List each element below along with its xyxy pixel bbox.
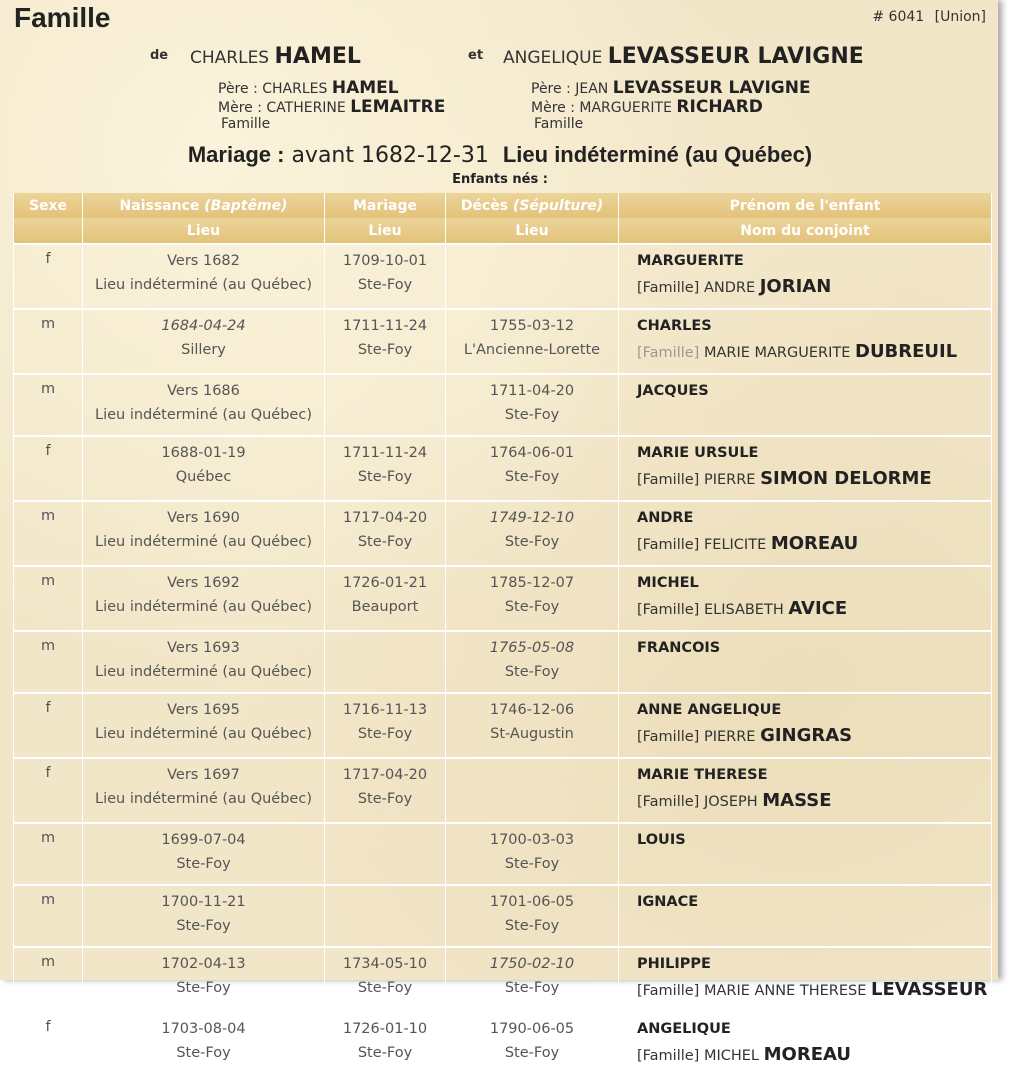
husband-family-link[interactable]: Famille xyxy=(221,116,271,132)
mother-first: CATHERINE xyxy=(266,100,346,116)
father-last: LEVASSEUR LAVIGNE xyxy=(612,78,811,98)
child-name[interactable] xyxy=(619,244,992,274)
spouse-family-link[interactable]: [Famille] xyxy=(637,537,700,553)
child-marriage-place: Ste-Foy xyxy=(325,339,446,374)
child-row-detail xyxy=(14,531,992,566)
child-marriage-date: 1717-04-20 xyxy=(325,501,446,531)
child-name[interactable] xyxy=(619,758,992,788)
child-spouse[interactable] xyxy=(619,977,992,1012)
child-name[interactable] xyxy=(619,947,992,977)
child-row-detail xyxy=(14,1042,992,1076)
child-birth-date: Vers 1695 xyxy=(83,693,325,723)
child-marriage-place: Ste-Foy xyxy=(325,1042,446,1076)
child-row xyxy=(14,309,992,339)
child-sex: m xyxy=(14,374,83,436)
child-birth-date: 1703-08-04 xyxy=(83,1012,325,1042)
child-spouse[interactable] xyxy=(619,274,992,309)
child-spouse[interactable] xyxy=(619,1042,992,1076)
wife-name[interactable] xyxy=(503,44,864,69)
header-naissance xyxy=(83,193,325,218)
child-sex: f xyxy=(14,758,83,823)
child-first-name: MARIE THERESE xyxy=(637,767,768,783)
child-row-detail xyxy=(14,274,992,309)
child-name[interactable] xyxy=(619,309,992,339)
child-spouse[interactable] xyxy=(619,404,992,436)
father-first: JEAN xyxy=(575,81,609,97)
child-sex: f xyxy=(14,436,83,501)
header-deces xyxy=(446,193,619,218)
child-first-name: ANGELIQUE xyxy=(637,1021,731,1037)
child-death-date: 1764-06-01 xyxy=(446,436,619,466)
child-spouse[interactable] xyxy=(619,466,992,501)
child-spouse[interactable] xyxy=(619,788,992,823)
child-row-detail xyxy=(14,853,992,885)
husband-father[interactable] xyxy=(218,78,399,98)
page-title: Famille xyxy=(14,2,111,33)
child-death-place: Ste-Foy xyxy=(446,1042,619,1076)
header-empty xyxy=(14,218,83,244)
child-row xyxy=(14,758,992,788)
spouse-first-name: PIERRE xyxy=(703,729,756,745)
child-first-name: ANDRE xyxy=(637,510,694,526)
spouse-first-name: PIERRE xyxy=(703,472,756,488)
child-birth-date: Vers 1682 xyxy=(83,244,325,274)
child-name[interactable] xyxy=(619,436,992,466)
record-header xyxy=(872,9,986,25)
child-death-date: 1750-02-10 xyxy=(446,947,619,977)
header-naissance-label: Naissance xyxy=(119,197,200,214)
child-marriage-date: 1716-11-13 xyxy=(325,693,446,723)
child-birth-place: Lieu indéterminé (au Québec) xyxy=(83,274,325,309)
child-marriage-date xyxy=(325,374,446,404)
child-row xyxy=(14,244,992,274)
husband-mother[interactable] xyxy=(218,97,445,117)
child-row xyxy=(14,693,992,723)
child-name[interactable] xyxy=(619,693,992,723)
child-birth-date: Vers 1690 xyxy=(83,501,325,531)
child-first-name: JACQUES xyxy=(637,383,709,399)
child-death-place: Ste-Foy xyxy=(446,531,619,566)
wife-mother[interactable] xyxy=(531,97,763,117)
mother-last: LEMAITRE xyxy=(350,97,446,117)
child-birth-place: Ste-Foy xyxy=(83,853,325,885)
child-marriage-date: 1717-04-20 xyxy=(325,758,446,788)
child-birth-date: 1702-04-13 xyxy=(83,947,325,977)
mother-label: Mère : xyxy=(218,100,262,116)
marriage-date: avant 1682-12-31 xyxy=(291,143,489,168)
spouse-first-name: FELICITE xyxy=(703,537,767,553)
father-label: Père : xyxy=(218,81,258,97)
spouse-family-link[interactable]: [Famille] xyxy=(637,729,700,745)
child-sex: m xyxy=(14,566,83,631)
child-row-detail xyxy=(14,404,992,436)
child-name[interactable] xyxy=(619,885,992,915)
child-birth-date: Vers 1697 xyxy=(83,758,325,788)
child-marriage-date xyxy=(325,823,446,853)
father-label: Père : xyxy=(531,81,571,97)
child-sex: m xyxy=(14,823,83,885)
spouse-first-name: JOSEPH xyxy=(703,794,758,810)
spouse-first-name: MARIE ANNE THERESE xyxy=(703,983,867,999)
child-birth-date: Vers 1686 xyxy=(83,374,325,404)
child-birth-place: Lieu indéterminé (au Québec) xyxy=(83,788,325,823)
child-sex: m xyxy=(14,885,83,947)
child-death-place: Ste-Foy xyxy=(446,977,619,1012)
union-link[interactable]: [Union] xyxy=(934,9,986,25)
header-deces-label: Décès xyxy=(460,197,509,214)
father-first: CHARLES xyxy=(262,81,328,97)
wife-last: LEVASSEUR LAVIGNE xyxy=(607,44,864,69)
mother-label: Mère : xyxy=(531,100,575,116)
spouse-last-name: MOREAU xyxy=(770,533,859,554)
child-death-date: 1765-05-08 xyxy=(446,631,619,661)
child-marriage-date: 1726-01-21 xyxy=(325,566,446,596)
header-lieu-deces: Lieu xyxy=(446,218,619,244)
child-sex: m xyxy=(14,631,83,693)
child-first-name: CHARLES xyxy=(637,318,712,334)
child-first-name: LOUIS xyxy=(637,832,686,848)
header-sepulture: (Sépulture) xyxy=(512,197,604,214)
child-death-place: Ste-Foy xyxy=(446,915,619,947)
child-marriage-date: 1711-11-24 xyxy=(325,309,446,339)
child-marriage-place: Ste-Foy xyxy=(325,466,446,501)
husband-first: CHARLES xyxy=(190,48,270,68)
spouse-last-name: MOREAU xyxy=(763,1044,851,1065)
child-birth-place: Lieu indéterminé (au Québec) xyxy=(83,723,325,758)
marriage-place: Lieu indéterminé (au Québec) xyxy=(502,142,813,167)
child-birth-place: Sillery xyxy=(83,339,325,374)
spouse-last-name: GINGRAS xyxy=(760,725,853,746)
child-name[interactable] xyxy=(619,566,992,596)
child-birth-place: Lieu indéterminé (au Québec) xyxy=(83,404,325,436)
child-row xyxy=(14,436,992,466)
marriage-label: Mariage : xyxy=(187,142,285,167)
spouse-family-link[interactable]: [Famille] xyxy=(637,472,700,488)
child-first-name: FRANCOIS xyxy=(637,640,721,656)
header-bapteme: (Baptême) xyxy=(204,197,288,214)
child-spouse[interactable] xyxy=(619,723,992,758)
child-death-date: 1700-03-03 xyxy=(446,823,619,853)
spouse-family-link[interactable]: [Famille] xyxy=(637,983,700,999)
wife-father[interactable] xyxy=(531,78,811,98)
child-name[interactable] xyxy=(619,374,992,404)
child-marriage-place: Beauport xyxy=(325,596,446,631)
child-birth-date: Vers 1692 xyxy=(83,566,325,596)
spouse-last-name: LEVASSEUR xyxy=(871,979,988,1000)
spouse-family-link[interactable]: [Famille] xyxy=(637,602,700,618)
child-row-detail xyxy=(14,723,992,758)
child-death-place: Ste-Foy xyxy=(446,596,619,631)
child-death-place: Ste-Foy xyxy=(446,661,619,693)
spouse-last-name: SIMON DELORME xyxy=(760,468,932,489)
child-name[interactable] xyxy=(619,1012,992,1042)
child-spouse[interactable] xyxy=(619,853,992,885)
spouse-first-name: ANDRE xyxy=(703,280,756,296)
child-sex: m xyxy=(14,947,83,1012)
child-first-name: MARGUERITE xyxy=(637,253,744,269)
child-birth-place: Ste-Foy xyxy=(83,915,325,947)
et-label: et xyxy=(468,48,484,63)
child-marriage-place xyxy=(325,661,446,693)
child-row-detail xyxy=(14,788,992,823)
child-marriage-place: Ste-Foy xyxy=(325,788,446,823)
child-birth-place: Ste-Foy xyxy=(83,977,325,1012)
header-conjoint: Nom du conjoint xyxy=(619,218,992,244)
husband-name[interactable] xyxy=(190,44,361,69)
child-row xyxy=(14,566,992,596)
child-first-name: MICHEL xyxy=(637,575,699,591)
child-death-place: Ste-Foy xyxy=(446,853,619,885)
wife-family-link[interactable]: Famille xyxy=(534,116,584,132)
child-birth-date: 1684-04-24 xyxy=(83,309,325,339)
child-row xyxy=(14,947,992,977)
child-marriage-date: 1711-11-24 xyxy=(325,436,446,466)
child-marriage-place: Ste-Foy xyxy=(325,531,446,566)
child-row xyxy=(14,1012,992,1042)
spouse-last-name: DUBREUIL xyxy=(855,341,958,362)
child-row-detail xyxy=(14,977,992,1012)
child-marriage-place: Ste-Foy xyxy=(325,977,446,1012)
child-death-place: St-Augustin xyxy=(446,723,619,758)
child-row-detail xyxy=(14,596,992,631)
child-death-place xyxy=(446,274,619,309)
child-death-date: 1785-12-07 xyxy=(446,566,619,596)
record-number: # 6041 xyxy=(872,9,925,25)
spouse-last-name: JORIAN xyxy=(759,276,832,297)
child-birth-date: 1688-01-19 xyxy=(83,436,325,466)
child-name[interactable] xyxy=(619,501,992,531)
header-prenom: Prénom de l'enfant xyxy=(619,193,992,218)
child-death-place: Ste-Foy xyxy=(446,404,619,436)
child-marriage-place: Ste-Foy xyxy=(325,274,446,309)
child-birth-place: Lieu indéterminé (au Québec) xyxy=(83,661,325,693)
child-marriage-date: 1726-01-10 xyxy=(325,1012,446,1042)
child-death-date: 1790-06-05 xyxy=(446,1012,619,1042)
header-lieu-naissance: Lieu xyxy=(83,218,325,244)
child-first-name: PHILIPPE xyxy=(637,956,711,972)
child-name[interactable] xyxy=(619,631,992,661)
child-row-detail xyxy=(14,339,992,374)
children-table xyxy=(13,193,992,1076)
husband-last: HAMEL xyxy=(274,44,361,69)
child-row xyxy=(14,501,992,531)
child-marriage-date xyxy=(325,631,446,661)
child-death-date: 1746-12-06 xyxy=(446,693,619,723)
child-birth-place: Lieu indéterminé (au Québec) xyxy=(83,596,325,631)
spouse-family-link[interactable]: [Famille] xyxy=(637,280,700,296)
child-row xyxy=(14,374,992,404)
child-row-detail xyxy=(14,661,992,693)
spouse-family-link[interactable]: [Famille] xyxy=(637,345,700,361)
child-marriage-date xyxy=(325,885,446,915)
child-sex: m xyxy=(14,501,83,566)
child-marriage-place xyxy=(325,404,446,436)
child-row-detail xyxy=(14,915,992,947)
spouse-first-name: MARIE MARGUERITE xyxy=(703,345,851,361)
spouse-last-name: MASSE xyxy=(762,790,832,811)
child-first-name: IGNACE xyxy=(637,894,699,910)
child-death-date: 1711-04-20 xyxy=(446,374,619,404)
child-death-date xyxy=(446,244,619,274)
spouse-first-name: ELISABETH xyxy=(703,602,784,618)
child-sex: f xyxy=(14,1012,83,1076)
child-spouse[interactable] xyxy=(619,339,992,374)
child-death-date: 1749-12-10 xyxy=(446,501,619,531)
child-birth-date: 1700-11-21 xyxy=(83,885,325,915)
child-spouse[interactable] xyxy=(619,915,992,947)
spouse-first-name: MICHEL xyxy=(703,1048,760,1064)
child-death-place: Ste-Foy xyxy=(446,466,619,501)
spouse-family-link[interactable]: [Famille] xyxy=(637,1048,700,1064)
children-rows xyxy=(14,244,992,1076)
child-sex: m xyxy=(14,309,83,374)
child-row xyxy=(14,631,992,661)
child-marriage-date: 1734-05-10 xyxy=(325,947,446,977)
mother-last: RICHARD xyxy=(676,97,763,117)
child-death-place: L'Ancienne-Lorette xyxy=(446,339,619,374)
child-birth-place: Québec xyxy=(83,466,325,501)
child-sex: f xyxy=(14,244,83,309)
child-spouse[interactable] xyxy=(619,661,992,693)
child-marriage-place xyxy=(325,853,446,885)
father-last: HAMEL xyxy=(331,78,399,98)
spouse-last-name: AVICE xyxy=(788,598,848,619)
marriage-info xyxy=(0,142,1000,168)
child-row xyxy=(14,885,992,915)
child-spouse[interactable] xyxy=(619,531,992,566)
child-birth-date: 1699-07-04 xyxy=(83,823,325,853)
child-name[interactable] xyxy=(619,823,992,853)
child-death-place xyxy=(446,788,619,823)
child-row xyxy=(14,823,992,853)
child-death-date xyxy=(446,758,619,788)
child-spouse[interactable] xyxy=(619,596,992,631)
child-birth-place: Lieu indéterminé (au Québec) xyxy=(83,531,325,566)
child-first-name: ANNE ANGELIQUE xyxy=(637,702,782,718)
de-label: de xyxy=(150,48,169,63)
children-label: Enfants nés : xyxy=(452,172,548,187)
child-marriage-place: Ste-Foy xyxy=(325,723,446,758)
child-death-date: 1701-06-05 xyxy=(446,885,619,915)
child-marriage-date: 1709-10-01 xyxy=(325,244,446,274)
header-sexe: Sexe xyxy=(14,193,83,218)
mother-first: MARGUERITE xyxy=(579,100,672,116)
child-death-date: 1755-03-12 xyxy=(446,309,619,339)
wife-first: ANGELIQUE xyxy=(503,48,603,68)
child-marriage-place xyxy=(325,915,446,947)
child-sex: f xyxy=(14,693,83,758)
child-first-name: MARIE URSULE xyxy=(637,445,759,461)
child-birth-place: Ste-Foy xyxy=(83,1042,325,1076)
child-row-detail xyxy=(14,466,992,501)
child-birth-date: Vers 1693 xyxy=(83,631,325,661)
header-lieu-mariage: Lieu xyxy=(325,218,446,244)
spouse-family-link[interactable]: [Famille] xyxy=(637,794,700,810)
header-mariage: Mariage xyxy=(325,193,446,218)
